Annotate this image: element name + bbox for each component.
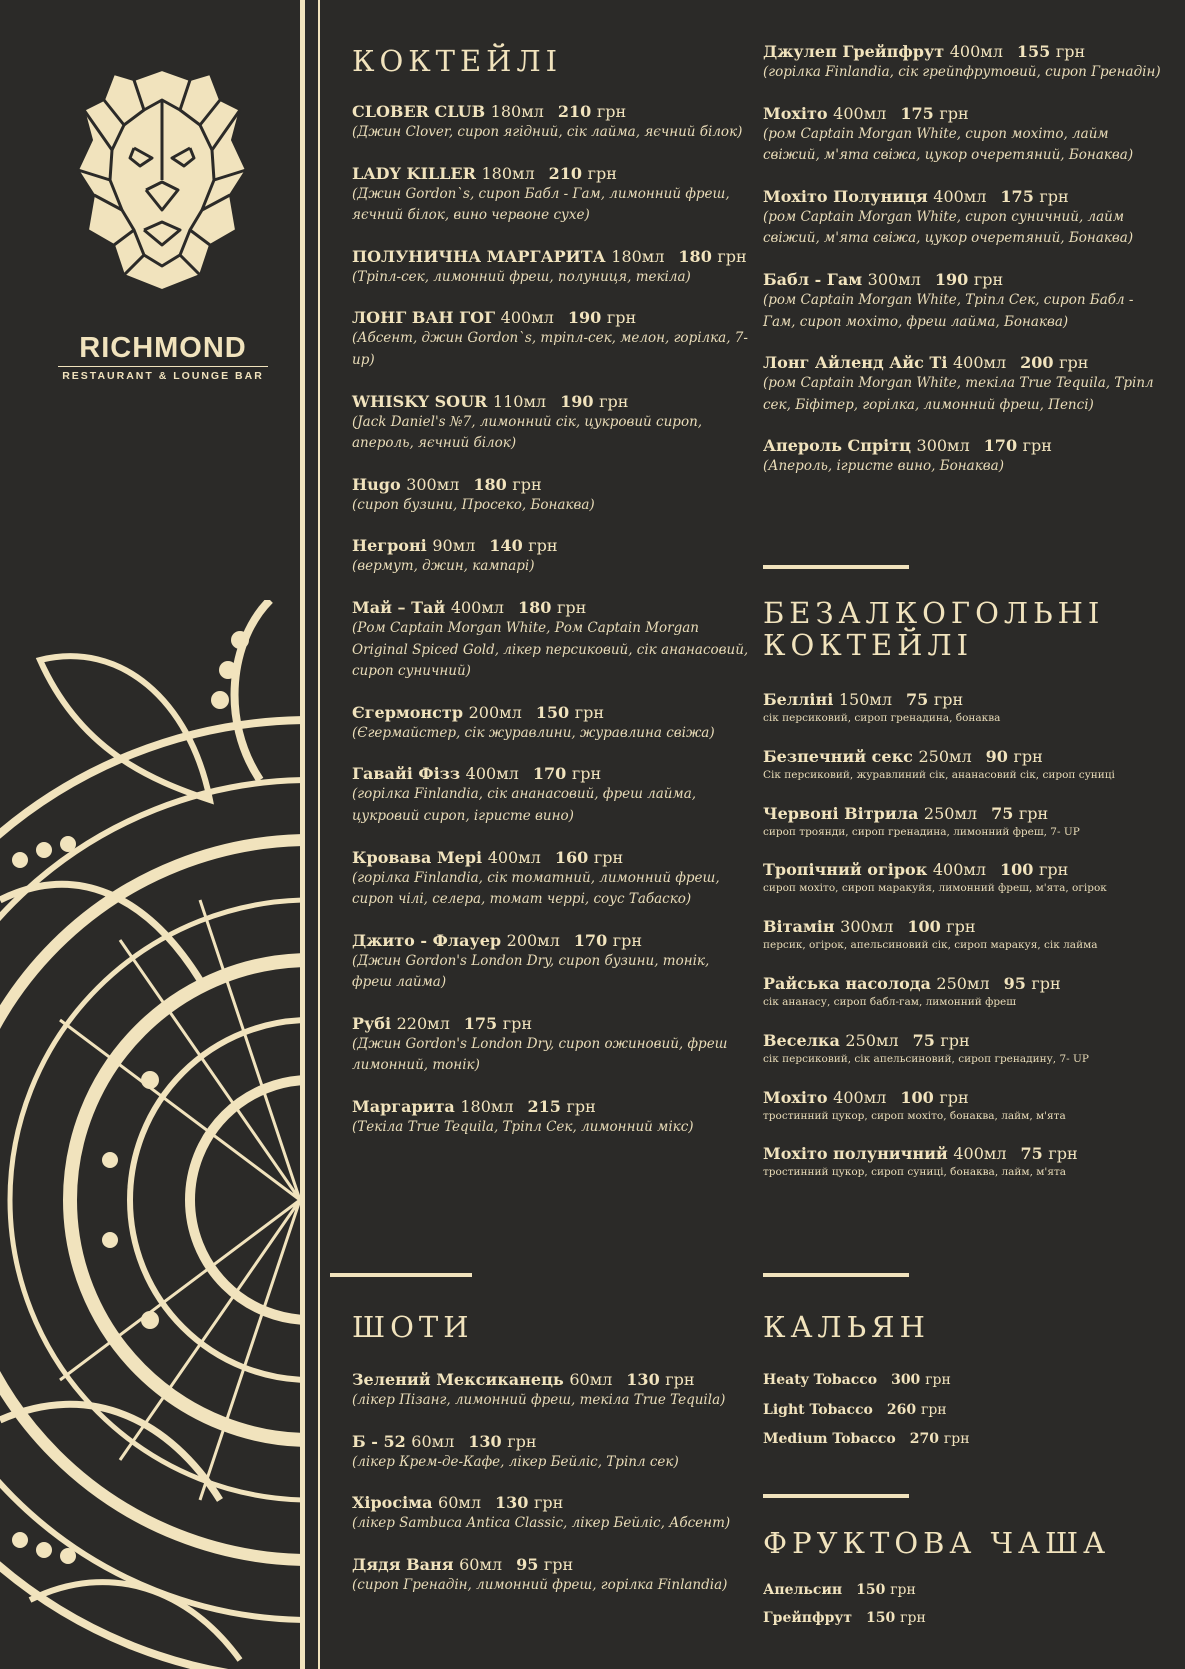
menu-item-line (763, 1372, 1163, 1390)
item-volume: 250мл (923, 803, 978, 823)
item-name: WHISKY SOUR (352, 391, 488, 411)
item-volume: 300мл (840, 917, 894, 937)
menu-item (763, 1610, 1163, 1628)
menu-item-line (763, 353, 1163, 373)
menu-item-line (763, 270, 1163, 290)
item-currency: грн (943, 1431, 970, 1447)
item-description: персик, огірок, апельсиновий сік, сироп маракуя, сік лайма (763, 939, 1098, 952)
item-name: Апероль Спрітц (763, 436, 911, 456)
menu-item-line (763, 104, 1163, 124)
menu-item-line (352, 392, 752, 412)
menu-item (763, 917, 1163, 954)
item-price: 75 (906, 690, 929, 709)
item-price: 90 (985, 746, 1008, 766)
menu-item-line (763, 1610, 1163, 1628)
item-volume: 400мл (949, 42, 1003, 61)
menu-item (763, 42, 1163, 84)
item-name: Белліні (763, 690, 834, 709)
menu-item-line (352, 848, 752, 868)
nonalcoholic-section (763, 598, 1163, 662)
section-title-nonalcoholic-2: КОКТЕЙЛІ (763, 627, 974, 662)
item-name: Light Tobacco (763, 1401, 873, 1418)
item-price: 215 (527, 1097, 561, 1117)
item-currency: грн (1038, 860, 1069, 880)
item-description: (ром Captain Morgan White, сироп суничний, лайм свіжий, м'ята свіжа, цукор очеретяний, Бонаква) (763, 208, 1134, 247)
item-currency: грн (1059, 353, 1089, 373)
menu-item (763, 187, 1163, 250)
item-price: 150 (535, 702, 570, 722)
item-currency: грн (528, 536, 558, 556)
item-volume: 60мл (438, 1493, 481, 1513)
item-description: сироп мохіто, сироп маракуйя, лимонний фреш, м'ята, огірок (763, 882, 1107, 895)
menu-item (763, 1582, 1163, 1600)
item-volume: 400мл (952, 353, 1007, 373)
item-description: (Апероль, ігристе вино, Бонаква) (763, 458, 1004, 475)
section-separator (763, 565, 909, 569)
item-volume: 400мл (500, 308, 554, 328)
item-currency: грн (593, 847, 624, 867)
item-currency: грн (933, 690, 964, 709)
menu-item (763, 1372, 1163, 1390)
menu-item-line (352, 164, 752, 184)
item-name: Безпечний секс (763, 746, 913, 766)
menu-item-line (352, 102, 752, 122)
item-name: Джулеп Грейпфрут (763, 42, 945, 61)
item-name: Веселка (763, 1030, 840, 1050)
item-description: (Тріпл-сек, лимонний фреш, полуниця, текіла) (352, 268, 691, 285)
item-price: 95 (516, 1554, 539, 1574)
menu-item (352, 1370, 752, 1412)
divider-line (300, 0, 305, 1669)
section-title-cocktails: КОКТЕЙЛІ (352, 44, 563, 78)
item-currency: грн (920, 1401, 947, 1418)
item-name: Лонг Айленд Айс Ті (763, 353, 948, 373)
menu-item (763, 804, 1163, 841)
item-description: (ром Captain Morgan White, сироп мохіто, лайм свіжий, м'ята свіжа, цукор очеретяний, Бонаква) (763, 125, 1134, 164)
item-volume: 300мл (916, 436, 970, 456)
menu-item (763, 1144, 1163, 1181)
item-description: тростинний цукор, сироп суниці, бонаква, лайм, м'ята (763, 1166, 1067, 1179)
item-name: Бабл - Гам (763, 269, 863, 289)
menu-item-line (763, 974, 1163, 994)
menu-item (352, 931, 752, 994)
item-price: 190 (567, 308, 602, 328)
item-currency: грн (566, 1097, 596, 1117)
item-name: Дядя Ваня (352, 1554, 454, 1574)
item-name: Мохіто Полуниця (763, 186, 928, 206)
item-currency: грн (512, 474, 542, 494)
menu-item (763, 747, 1163, 784)
item-name: Medium Tobacco (763, 1431, 896, 1447)
item-price: 180 (473, 474, 507, 494)
item-currency: грн (939, 103, 969, 123)
item-price: 75 (991, 803, 1014, 823)
item-name: Hugo (352, 474, 401, 494)
item-volume: 90мл (432, 536, 476, 556)
item-description: (Jack Daniel's №7, лимонний сік, цукровий сироп, апероль, яєчний білок) (352, 413, 703, 452)
menu-item (352, 1432, 752, 1474)
item-price: 170 (532, 764, 567, 784)
item-currency: грн (973, 269, 1004, 289)
item-price: 270 (909, 1431, 940, 1447)
item-currency: грн (574, 702, 605, 722)
menu-item-line (352, 1014, 752, 1034)
item-name: Хіросіма (352, 1493, 433, 1513)
menu-item (763, 1031, 1163, 1068)
item-price: 190 (560, 391, 594, 411)
item-price: 140 (489, 536, 523, 556)
menu-item-line (763, 1431, 1163, 1449)
item-name: Апельсин (763, 1582, 843, 1598)
item-name: Грейпфрут (763, 1609, 853, 1626)
item-price: 75 (912, 1030, 935, 1050)
menu-item-line (352, 598, 752, 618)
item-price: 150 (866, 1609, 896, 1626)
item-name: Маргарита (352, 1097, 455, 1117)
item-currency: грн (1018, 803, 1049, 823)
item-price: 100 (999, 860, 1034, 880)
item-description: тростинний цукор, сироп мохіто, бонаква, лайм, м'ята (763, 1109, 1066, 1122)
menu-item-line (352, 247, 752, 267)
item-currency: грн (502, 1013, 533, 1033)
item-price: 300 (891, 1372, 921, 1388)
item-currency: грн (596, 102, 627, 121)
item-name: Рубі (352, 1013, 392, 1033)
item-description: сік персиковий, сироп гренадина, бонаква (763, 712, 1001, 724)
menu-item-line (763, 1144, 1163, 1164)
item-volume: 400мл (487, 847, 541, 867)
item-price: 150 (856, 1582, 886, 1598)
item-name: Кровава Мері (352, 847, 483, 867)
item-price: 260 (886, 1401, 917, 1418)
item-name: Heaty Tobacco (763, 1372, 878, 1388)
menu-item-line (763, 690, 1163, 710)
item-currency: грн (599, 391, 629, 411)
item-price: 170 (983, 436, 1018, 456)
item-currency: грн (900, 1609, 926, 1626)
item-volume: 250мл (845, 1030, 899, 1050)
menu-item-line (763, 860, 1163, 880)
item-volume: 220мл (396, 1013, 450, 1033)
item-name: Гавайі Фізз (352, 764, 461, 784)
section-title-hookah: КАЛЬЯН (763, 1310, 930, 1344)
item-currency: грн (925, 1372, 951, 1388)
item-price: 130 (468, 1431, 502, 1451)
menu-item (763, 1402, 1163, 1420)
item-currency: грн (1022, 436, 1052, 456)
item-description: (лікер Sambuca Antica Classic, лікер Бейліс, Абсент) (352, 1515, 731, 1532)
menu-item (763, 690, 1163, 727)
item-price: 200 (1020, 353, 1054, 373)
mandala-ornament (0, 600, 300, 1669)
item-volume: 400мл (933, 186, 987, 206)
item-currency: грн (543, 1554, 574, 1574)
menu-item (352, 764, 752, 827)
menu-item-line (352, 1493, 752, 1513)
item-price: 155 (1016, 42, 1051, 61)
item-name: Тропічний огірок (763, 860, 928, 880)
menu-item-line (763, 187, 1163, 207)
item-name: Єгермонстр (352, 702, 464, 722)
item-description: (сироп Гренадін, лимонний фреш, горілка Finlandia) (352, 1576, 728, 1593)
menu-item (352, 1014, 752, 1077)
section-title-shots: ШОТИ (352, 1310, 474, 1344)
menu-item-line (352, 308, 752, 328)
menu-item-line (352, 931, 752, 951)
item-description: (Ром Captain Morgan White, Ром Captain Morgan Original Spiced Gold, лікер персиковий, сік ананасовий, сироп суничний) (352, 619, 749, 680)
cocktails-list-2 (763, 42, 1163, 498)
menu-item (352, 703, 752, 745)
menu-item-line (763, 1402, 1163, 1420)
hookah-list (763, 1372, 1163, 1461)
brand-logo (58, 332, 268, 382)
section-separator (763, 1273, 909, 1277)
nonalcoholic-list (763, 690, 1163, 1201)
item-price: 130 (494, 1493, 529, 1513)
menu-item-line (352, 1370, 752, 1390)
item-name: Май – Тай (352, 597, 446, 617)
menu-item (763, 1431, 1163, 1449)
item-volume: 300мл (867, 269, 921, 289)
fruit-section (763, 1528, 1163, 1560)
menu-item (763, 104, 1163, 167)
menu-item-line (763, 436, 1163, 456)
item-volume: 250мл (936, 973, 990, 993)
item-currency: грн (939, 1087, 969, 1107)
item-name: Б - 52 (352, 1431, 406, 1451)
item-currency: грн (507, 1431, 537, 1451)
item-price: 180 (678, 246, 712, 266)
item-description: (лікер Крем-де-Кафе, лікер Бейліс, Тріпл сек) (352, 1453, 679, 1470)
menu-item-line (763, 804, 1163, 824)
menu-item (352, 1097, 752, 1139)
menu-item-line (352, 536, 752, 556)
item-volume: 250мл (918, 746, 972, 766)
menu-item (763, 974, 1163, 1011)
item-volume: 180мл (611, 246, 665, 266)
lion-head-icon (74, 70, 250, 290)
menu-item (352, 1493, 752, 1535)
menu-item-line (763, 42, 1163, 62)
item-name: Негроні (352, 536, 427, 556)
item-description: (Джин Gordon's London Dry, сироп ожиновий, фреш лимонний, тонік) (352, 1035, 728, 1074)
item-description: сік ананасу, сироп бабл-гам, лимонний фреш (763, 995, 1017, 1008)
item-price: 180 (517, 597, 552, 617)
divider-line-thin (318, 0, 320, 1669)
item-description: (горілка Finlandia, сік ананасовий, фреш лайма, цукровий сироп, ігристе вино) (352, 786, 697, 824)
menu-item-line (352, 475, 752, 495)
shots-section (352, 1312, 752, 1344)
item-description: (сироп бузини, Просеко, Бонаква) (352, 496, 595, 513)
section-title-nonalcoholic: БЕЗАЛКОГОЛЬНІ (763, 596, 1105, 630)
menu-item (352, 536, 752, 578)
item-description: Сік персиковий, журавлиний сік, ананасовий сік, сироп суниці (763, 768, 1115, 781)
menu-item-line (763, 1582, 1163, 1600)
item-name: Мохіто (763, 1087, 828, 1107)
item-name: Червоні Вітрила (763, 803, 919, 823)
item-name: ЛОНГ ВАН ГОГ (352, 308, 496, 328)
item-name: Джито - Флауер (352, 930, 502, 950)
item-price: 100 (907, 917, 941, 937)
section-separator (330, 1273, 472, 1277)
item-volume: 200мл (468, 702, 522, 722)
item-description: (Джин Clover, сироп ягідний, сік лайма, яєчний білок) (352, 124, 743, 140)
item-volume: 180мл (481, 163, 535, 183)
item-description: сироп троянди, сироп гренадина, лимонний фреш, 7- UP (763, 825, 1080, 838)
item-description: (ром Captain Morgan White, текіла True Tequila, Тріпл сек, Біфітер, горілка, лимонний фреш, Пепсі) (763, 375, 1154, 413)
item-description: (горілка Finlandia, сік грейпфрутовий, сироп Гренадін) (763, 64, 1161, 80)
item-name: ПОЛУНИЧНА МАРГАРИТА (352, 246, 606, 266)
item-description: (ром Captain Morgan White, Тріпл Сек, сироп Бабл - Гам, сироп мохіто, фреш лайма, Бонаква) (763, 291, 1134, 330)
menu-item-line (763, 747, 1163, 767)
item-price: 160 (554, 847, 589, 867)
item-name: Мохіто (763, 103, 828, 123)
item-description: (Текіла True Tequila, Тріпл Сек, лимонний мікс) (352, 1119, 694, 1136)
item-volume: 400мл (932, 860, 986, 880)
item-volume: 400мл (833, 1087, 887, 1107)
item-currency: грн (533, 1493, 564, 1513)
item-currency: грн (1048, 1144, 1078, 1164)
item-currency: грн (890, 1582, 916, 1598)
menu-item (352, 102, 752, 144)
item-volume: 180мл (490, 102, 544, 121)
menu-item-line (352, 1555, 752, 1575)
item-price: 175 (463, 1013, 498, 1033)
menu-item (352, 475, 752, 517)
menu-item (352, 392, 752, 455)
item-volume: 300мл (406, 474, 460, 494)
item-name: CLOBER CLUB (352, 102, 486, 121)
cocktails-section (352, 46, 752, 78)
item-name: Райська насолода (763, 973, 931, 993)
menu-item (352, 247, 752, 289)
cocktails-list (352, 102, 752, 1159)
brand-subtitle: RESTAURANT & LOUNGE BAR (58, 366, 268, 382)
item-currency: грн (717, 246, 747, 266)
menu-item (352, 848, 752, 911)
section-title-fruit: ФРУКТОВА ЧАША (763, 1526, 1111, 1560)
item-volume: 400мл (953, 1144, 1007, 1164)
item-price: 210 (557, 102, 592, 121)
item-volume: 180мл (460, 1097, 514, 1117)
item-description: (Єгермайстер, сік журавлини, журавлина свіжа) (352, 724, 715, 741)
item-currency: грн (1055, 42, 1086, 61)
menu-item-line (763, 917, 1163, 937)
item-description: (Абсент, джин Gordon`s, тріпл-сек, мелон, горілка, 7-up) (352, 330, 748, 368)
menu-item (352, 598, 752, 683)
menu-item (352, 308, 752, 371)
item-currency: грн (1013, 746, 1043, 766)
item-currency: грн (556, 597, 587, 617)
item-currency: грн (571, 764, 602, 784)
item-description: сік персиковий, сік апельсиновий, сироп гренадину, 7- UP (763, 1052, 1089, 1065)
item-volume: 200мл (506, 930, 560, 950)
item-volume: 400мл (450, 597, 504, 617)
item-volume: 110мл (492, 391, 547, 411)
item-price: 130 (626, 1370, 660, 1389)
item-description: (лікер Пізанг, лимонний фреш, текіла True Tequila) (352, 1392, 726, 1408)
item-volume: 400мл (465, 764, 519, 784)
section-separator (763, 1494, 909, 1498)
menu-item (352, 164, 752, 227)
item-currency: грн (1039, 186, 1069, 206)
hookah-section (763, 1312, 1163, 1344)
item-name: Мохіто полуничний (763, 1144, 948, 1164)
shots-list (352, 1370, 752, 1616)
menu-item (763, 270, 1163, 333)
item-price: 75 (1020, 1144, 1043, 1164)
item-price: 100 (900, 1087, 934, 1107)
menu-item (352, 1555, 752, 1597)
menu-item (763, 1088, 1163, 1125)
item-volume: 400мл (833, 103, 887, 123)
item-volume: 150мл (838, 690, 893, 709)
item-price: 175 (1000, 186, 1034, 206)
item-volume: 60мл (569, 1370, 613, 1389)
item-description: (вермут, джин, кампарі) (352, 558, 535, 575)
fruit-list (763, 1582, 1163, 1637)
menu-item-line (352, 1432, 752, 1452)
item-volume: 60мл (411, 1431, 455, 1451)
item-description: (Джин Gordon's London Dry, сироп бузини, тонік, фреш лайма) (352, 952, 710, 991)
item-name: Вітамін (763, 917, 835, 937)
item-currency: грн (940, 1030, 970, 1050)
item-description: (горілка Finlandia, сік томатний, лимонний фреш, сироп чілі, селера, томат черрі, соус Табаско) (352, 869, 720, 908)
item-currency: грн (587, 163, 617, 183)
item-price: 95 (1003, 973, 1026, 993)
sidebar (0, 0, 300, 1669)
item-currency: грн (665, 1370, 695, 1389)
item-name: LADY KILLER (352, 163, 476, 183)
item-currency: грн (1031, 973, 1061, 993)
item-price: 210 (548, 163, 583, 183)
menu-item (763, 436, 1163, 478)
item-currency: грн (946, 917, 976, 937)
item-currency: грн (612, 930, 643, 950)
brand-name: RICHMOND (79, 332, 247, 364)
item-price: 170 (573, 930, 608, 950)
menu-item (763, 860, 1163, 897)
item-description: (Джин Gordon`s, сироп Бабл - Гам, лимонний фреш, яєчний білок, вино червоне сухе) (352, 185, 730, 224)
menu-item-line (352, 1097, 752, 1117)
menu-item-line (763, 1088, 1163, 1108)
item-currency: грн (606, 308, 637, 328)
menu-item-line (763, 1031, 1163, 1051)
menu-item (763, 353, 1163, 416)
menu-item-line (352, 703, 752, 723)
item-price: 190 (934, 269, 969, 289)
item-name: Зелений Мексиканець (352, 1370, 564, 1389)
item-volume: 60мл (459, 1554, 503, 1574)
item-price: 175 (900, 103, 934, 123)
menu-item-line (352, 764, 752, 784)
